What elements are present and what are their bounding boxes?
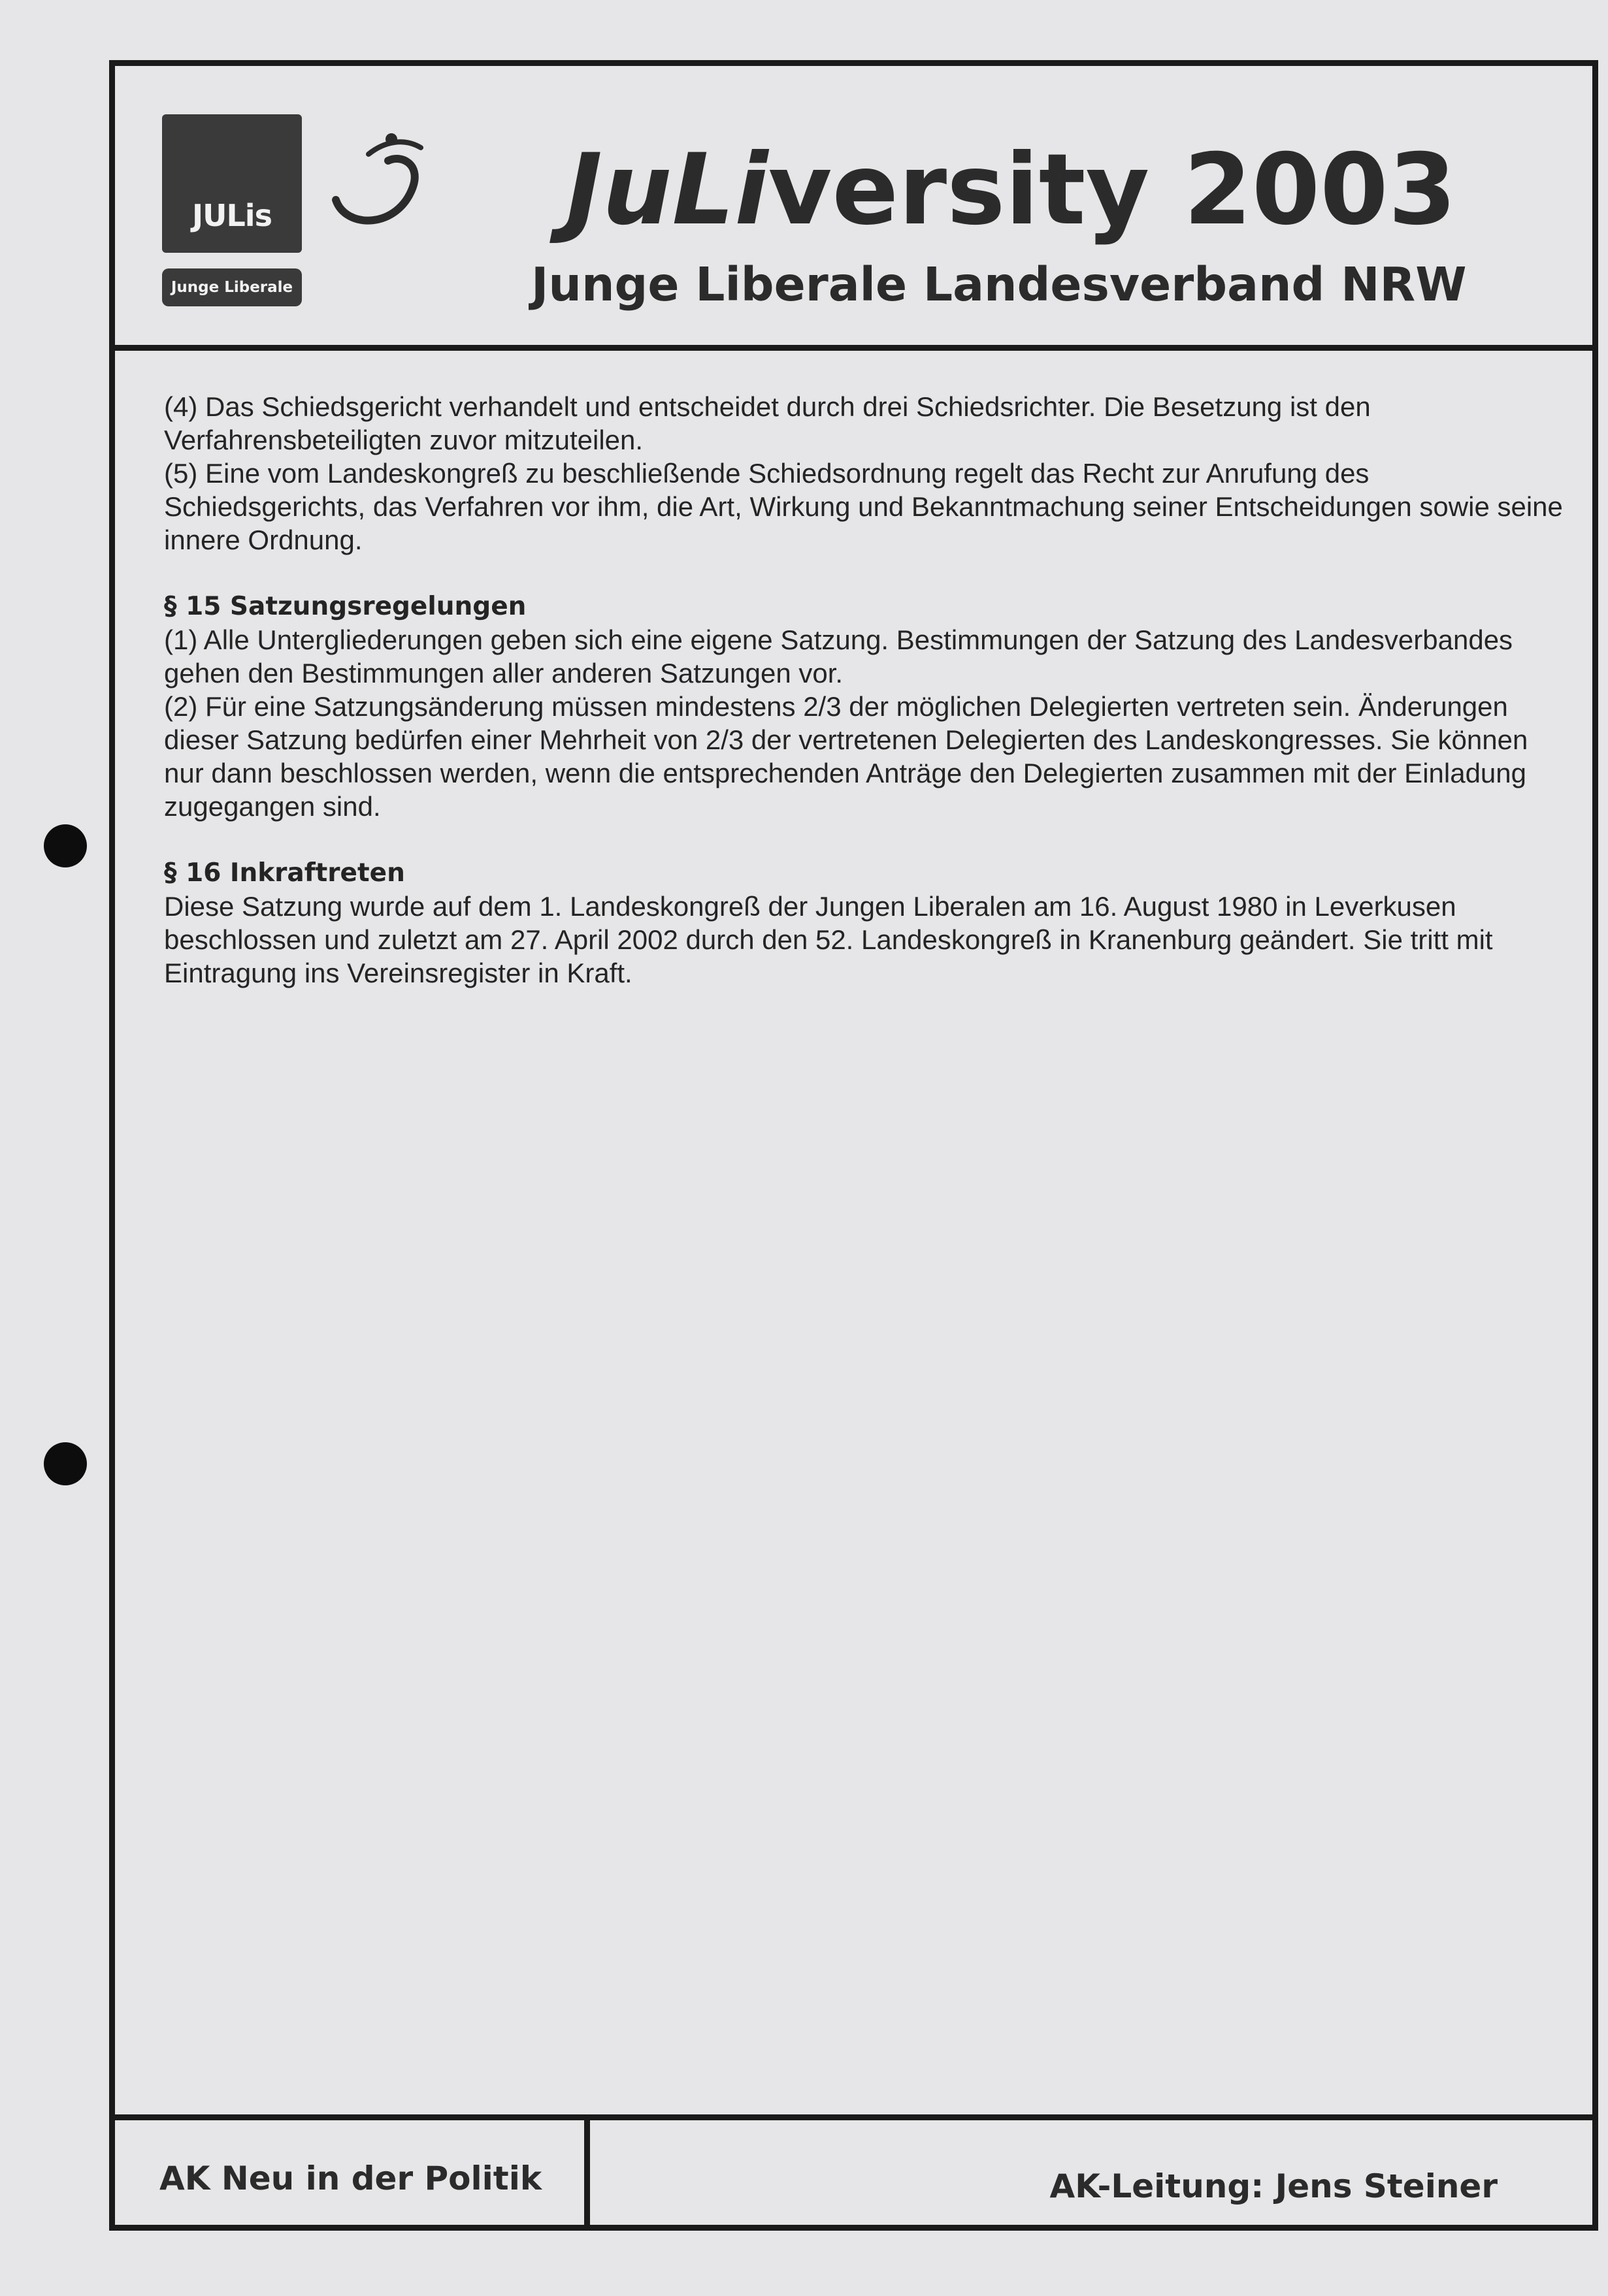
page-subtitle: Junge Liberale Landesverband NRW — [531, 257, 1467, 312]
title-suffix: versity 2003 — [768, 133, 1456, 247]
header — [115, 66, 1592, 351]
julis-logo — [162, 114, 302, 253]
section-heading: § 16 Inkraftreten — [164, 858, 405, 888]
logo-text: JULis — [192, 198, 272, 233]
paragraph: (2) Für eine Satzungsänderung müssen mindestens 2/3 der möglichen Delegierten vertreten sein. Änderungen dieser Satzung bedürfen einer Mehrheit von 2/3 der vertretenen Delegierten des Landeskongresses. Sie können nur dann beschlossen werden, wenn die entsprechenden Anträge den Delegierten zusammen mit der Einladung zugegangen sind. — [164, 691, 1528, 822]
paragraph: (5) Eine vom Landeskongreß zu beschließende Schiedsordnung regelt das Recht zur Anrufung des Schiedsgerichts, das Verfahren vor ihm, die Art, Wirkung und Bekanntmachung seiner Entscheidungen sowie seine innere Ordnung. — [164, 458, 1563, 555]
swoosh-icon — [323, 125, 427, 236]
punch-hole-bottom — [44, 1442, 87, 1485]
footer-right-text: AK-Leitung: Jens Steiner — [1049, 2167, 1498, 2205]
punch-hole-top — [44, 824, 87, 867]
paragraph: (4) Das Schiedsgericht verhandelt und entscheidet durch drei Schiedsrichter. Die Besetzung ist den Verfahrensbeteiligten zuvor mitzuteilen. — [164, 391, 1371, 455]
footer — [115, 2114, 1592, 2225]
page-title — [566, 133, 1456, 247]
paragraph: Diese Satzung wurde auf dem 1. Landeskongreß der Jungen Liberalen am 16. August 1980 in Leverkusen beschlossen und zuletzt am 27. April 2002 durch den 52. Landeskongreß in Kranenburg geändert. Sie tritt mit Eintragung ins Vereinsregister in Kraft. — [164, 891, 1493, 988]
section-heading: § 15 Satzungsregelungen — [164, 592, 527, 621]
logo-subtext: Junge Liberale — [162, 268, 302, 306]
document-frame — [109, 60, 1598, 2231]
title-prefix: JuLi — [566, 133, 768, 247]
document-body — [164, 390, 1569, 990]
paragraph: (1) Alle Untergliederungen geben sich eine eigene Satzung. Bestimmungen der Satzung des Landesverbandes gehen den Bestimmungen aller anderen Satzungen vor. — [164, 624, 1513, 688]
footer-left-text: AK Neu in der Politik — [159, 2159, 542, 2197]
footer-left-cell — [115, 2120, 590, 2225]
